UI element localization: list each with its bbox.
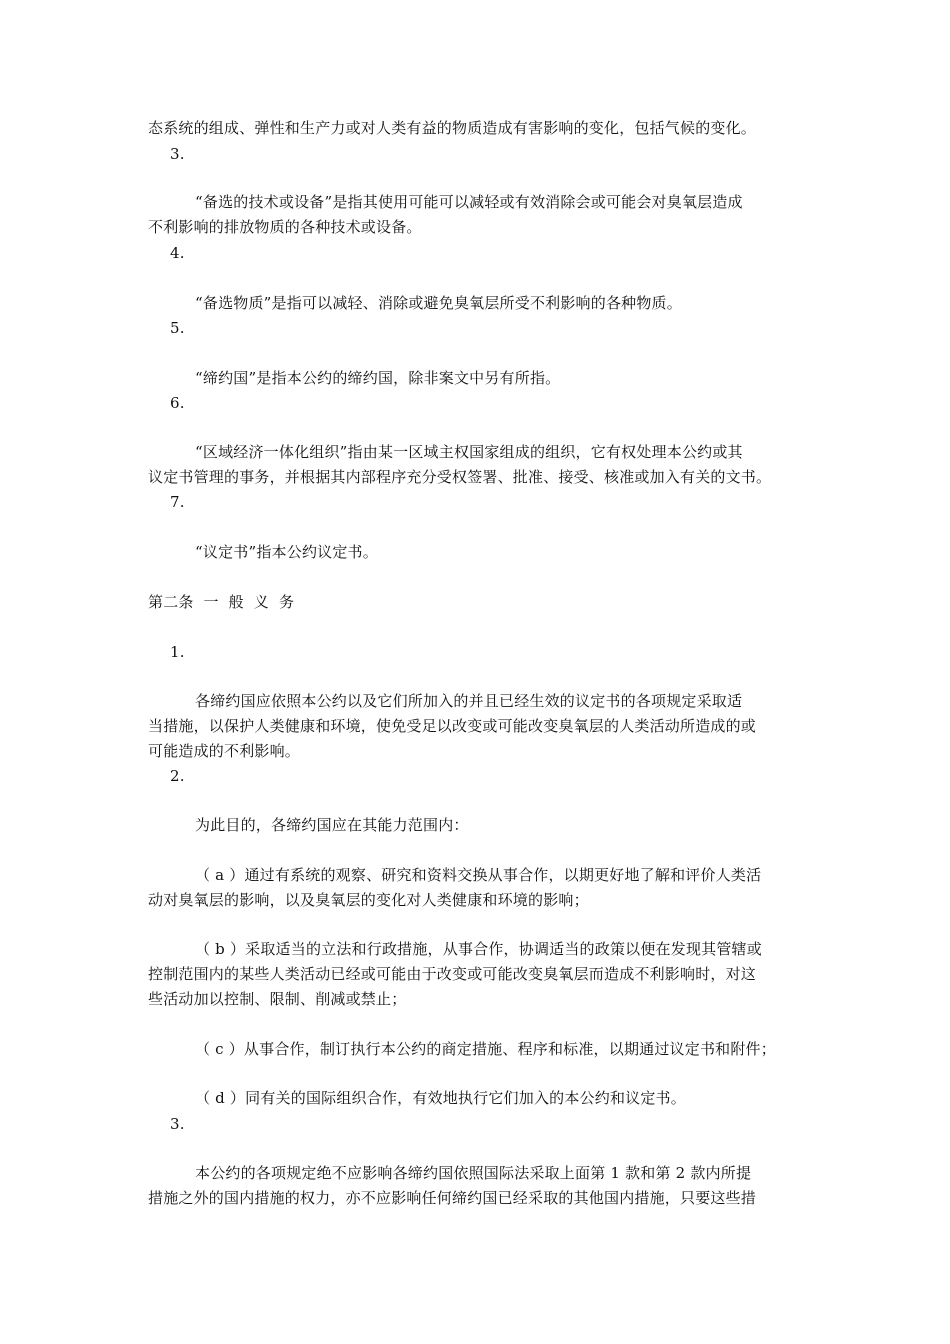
text-line: 措施之外的国内措施的权力，亦不应影响任何缔约国已经采取的其他国内措施，只要这些措: [148, 1189, 757, 1207]
text-line: 不利影响的排放物质的各种技术或设备。: [148, 218, 422, 236]
text-line: （ b ）采取适当的立法和行政措施，从事合作，协调适当的政策以便在发现其管辖或: [195, 940, 762, 958]
text-line: “区域经济一体化组织”指由某一区域主权国家组成的组织，它有权处理本公约或其: [195, 443, 743, 461]
item-number: 5.: [170, 319, 185, 337]
item-number: 1.: [170, 643, 185, 661]
item-number: 3.: [170, 1115, 185, 1133]
text-line: 控制范围内的某些人类活动已经或可能由于改变或可能改变臭氧层而造成不利影响时，对这: [148, 965, 757, 983]
text-line: 态系统的组成、弹性和生产力或对人类有益的物质造成有害影响的变化，包括气候的变化。: [148, 119, 757, 137]
item-number: 7.: [170, 493, 185, 511]
text-line: “备选物质”是指可以减轻、消除或避免臭氧层所受不利影响的各种物质。: [195, 294, 682, 312]
text-line: （ c ）从事合作，制订执行本公约的商定措施、程序和标准，以期通过议定书和附件；: [195, 1040, 776, 1058]
text-line: 为此目的，各缔约国应在其能力范围内：: [195, 816, 469, 834]
item-number: 3.: [170, 145, 185, 163]
item-number: 6.: [170, 394, 185, 412]
item-number: 4.: [170, 244, 185, 262]
text-line: 动对臭氧层的影响，以及臭氧层的变化对人类健康和环境的影响；: [148, 891, 589, 909]
text-line: 些活动加以控制、限制、削减或禁止；: [148, 990, 407, 1008]
item-number: 2.: [170, 767, 185, 785]
text-line: 当措施，以保护人类健康和环境，使免受足以改变或可能改变臭氧层的人类活动所造成的或: [148, 717, 757, 735]
text-line: 可能造成的不利影响。: [148, 742, 301, 760]
section-heading: 第二条 一 般 义 务: [148, 593, 295, 611]
text-line: 各缔约国应依照本公约以及它们所加入的并且已经生效的议定书的各项规定采取适: [195, 692, 743, 710]
text-line: “议定书”指本公约议定书。: [195, 543, 378, 561]
text-line: 本公约的各项规定绝不应影响各缔约国依照国际法采取上面第 1 款和第 2 款内所提: [195, 1164, 752, 1182]
text-line: 议定书管理的事务，并根据其内部程序充分受权签署、批准、接受、核准或加入有关的文书。: [148, 468, 772, 486]
text-line: “缔约国”是指本公约的缔约国，除非案文中另有所指。: [195, 369, 561, 387]
text-line: （ a ）通过有系统的观察、研究和资料交换从事合作，以期更好地了解和评价人类活: [195, 866, 762, 884]
text-line: （ d ）同有关的国际组织合作，有效地执行它们加入的本公约和议定书。: [195, 1089, 686, 1107]
text-line: “备选的技术或设备”是指其使用可能可以减轻或有效消除会或可能会对臭氧层造成: [195, 193, 743, 211]
